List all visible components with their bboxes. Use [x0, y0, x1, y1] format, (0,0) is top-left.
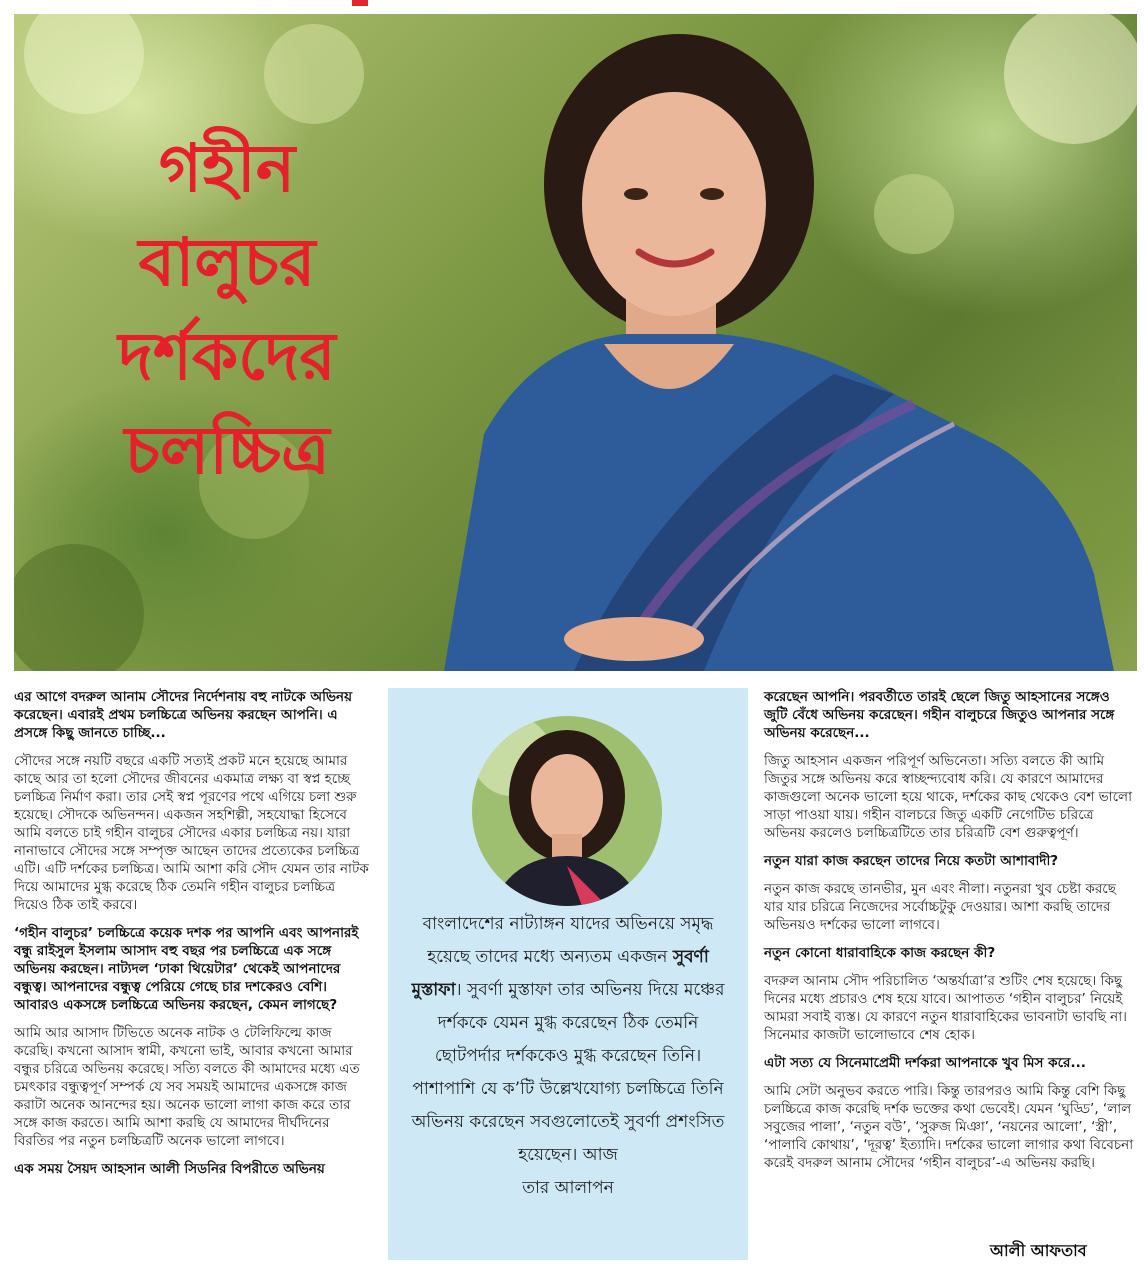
hero-photo	[14, 14, 1137, 671]
question-1: এর আগে বদরুল আনাম সৌদের নির্দেশনায় বহু নাটকে অভিনয় করেছেন। এবারই প্রথম চলচ্চিত্রে অভিনয় করছেন আপনি। এ প্রসঙ্গে কিছু জানতে চাচ্ছি...	[14, 689, 353, 741]
question-5: নতুন কোনো ধারাবাহিকে কাজ করছেন কী?	[764, 945, 996, 961]
answer-6: আমি সেটা অনুভব করতে পারি। কিন্তু তারপরও আমি কিন্তু বেশি কিছু চলচ্চিত্রে কাজ করেছি দর্শক ভক্তের কথা ভেবেই। যেমন ‘ঘুড্ডি’, ‘লাল সবুজের পালা’, ‘নতুন বউ’, ‘সুরুজ মিঞা’, ‘নয়নের আলো’, ‘স্ত্রী’, ‘পালাবি কোথায়’, ‘দূরত্ব’ ইত্যাদি। দর্শকের ভালো লাগার কথা বিবেচনা করেই বদরুল আনাম সৌদের ‘গহীন বালুচর’-এ অভিনয় করছি।	[764, 1083, 1134, 1171]
headline-line-2: দর্শকদের	[118, 318, 336, 395]
question-2: ‘গহীন বালুচর’ চলচ্চিত্রে কয়েক দশক পর আপনি এবং আপনারই বন্ধু রাইসুল ইসলাম আসাদ বহু বছর পর চলচ্চিত্রে এক সঙ্গে অভিনয় করছেন। নাট্যদল ‘ঢাকা থিয়েটার’ থেকেই আপনাদের বন্ধুত্ব। আপনাদের বন্ধুত্ব পেরিয়ে গেছে চার দশকেরও বেশি। আবারও একসঙ্গে চলচ্চিত্রে অভিনয় করছেন, কেমন লাগছে?	[14, 925, 359, 1013]
intro-before: বাংলাদেশের নাট্যাঙ্গন যাদের অভিনয়ে সমৃদ্ধ হয়েছে তাদের মধ্যে অন্যতম একজন	[422, 914, 714, 967]
top-strip	[0, 0, 1146, 14]
avatar-illustration	[472, 716, 662, 906]
question-3-end: করেছেন আপনি। পরবর্তীতে তারই ছেলে জিতু আহসানের সঙ্গেও জুটি বেঁধে অভিনয় করেছেন। গহীন বালুচরে জিতুও আপনার সঙ্গে অভিনয় করেছেন...	[764, 689, 1115, 741]
answer-2: আমি আর আসাদ টিভিতে অনেক নাটক ও টেলিফিল্মে কাজ করেছি। কখনো আসাদ স্বামী, কখনো ভাই, আবার কখনো আমার বন্ধুর চরিত্রে অভিনয় করেছে। সত্যি বলতে কী আমাদের মধ্যে এত চমৎকার বন্ধুত্বপূর্ণ সম্পর্ক যে সব সময়ই আমাদের একসঙ্গে কাজ করাটা অনেক আনন্দের হয়। অনেক ভালো লাগা কাজ করে তার সঙ্গে কাজ করতে। আমি আশা করছি যে আমাদের দীর্ঘদিনের বিরতির পর নতুন চলচ্চিত্রটি অনেক ভালো লাগবে।	[14, 1025, 360, 1149]
answer-1: সৌদের সঙ্গে নয়টি বছরে একটি সত্যই প্রকট মনে হয়েছে আমার কাছে আর তা হলো সৌদের জীবনের একমাত্র লক্ষ্য বা স্বপ্ন হচ্ছে চলচ্চিত্র নির্মাণ করা। তার সেই স্বপ্ন পূরণের পথে এগিয়ে চলা শুরু হয়েছে। সৌদকে অভিনন্দন। একজন সহশিল্পী, সহযোদ্ধা হিসেবে আমি বলতে চাই গহীন বালুচর সৌদের একার চলচ্চিত্র নয়। যারা নানাভাবে সৌদের সঙ্গে সম্পৃক্ত আছেন তাদের প্রত্যেকের চলচ্চিত্র এটি। এটি দর্শকের চলচ্চিত্র। আমি আশা করি সৌদ যেমন তার নাটক দিয়ে আমাদের মুগ্ধ করেছে ঠিক তেমনি গহীন বালুচর চলচ্চিত্র দিয়েও ঠিক তাই করবে।	[14, 753, 369, 913]
question-3-start: এক সময় সৈয়দ আহসান আলী সিডনির বিপরীতে অভিনয়	[14, 1161, 325, 1177]
intro-box	[388, 688, 748, 1260]
author-byline: আলী আফতাব	[990, 1241, 1087, 1260]
headline	[62, 122, 392, 498]
intro-after: । সুবর্ণা মুস্তাফা তার অভিনয় দিয়ে মঞ্চের দর্শককে যেমন মুগ্ধ করেছেন ঠিক তেমনি ছোটপর্দার দর্শককেও মুগ্ধ করেছেন তিনি। পাশাপাশি যে ক’টি উল্লেখযোগ্য চলচ্চিত্রে তিনি অভিনয় করেছেন সবগুলোতেই সুবর্ণা প্রশংসিত হয়েছেন। আজ	[411, 980, 725, 1165]
answer-4: নতুন কাজ করছে তানভীর, মুন এবং নীলা। নতুনরা খুব চেষ্টা করছে যার যার চরিত্রে নিজেদের সর্বোচ্চটুকু দেওয়ার। আশা করছি তাদের অভিনয়ও দর্শকের ভালো লাগবে।	[764, 881, 1116, 933]
avatar-photo	[472, 716, 662, 906]
intro-end: তার আলাপন	[522, 1178, 614, 1198]
intro-text	[406, 908, 730, 1205]
answer-3: জিতু আহসান একজন পরিপূর্ণ অভিনেতা। সত্যি বলতে কী আমি জিতুর সঙ্গে অভিনয় করে স্বাচ্ছন্দ্যবোধ করি। যে কারণে আমাদের কাজগুলো অনেক ভালো হয়ে থাকে, দর্শকের কাছ থেকেও বেশ ভালো সাড়া পাওয়া যায়। গহীন বালচরে জিতু একটি নেগেটিভ চরিত্রে অভিনয় করলেও চলচ্চিত্রটিতে তার চরিত্রটি বেশ গুরুত্বপূর্ণ।	[764, 753, 1133, 841]
question-4: নতুন যারা কাজ করছেন তাদের নিয়ে কতটা আশাবাদী?	[764, 853, 1059, 869]
headline-line-3: চলচ্চিত্র	[124, 412, 330, 489]
section-marker	[352, 0, 368, 6]
question-6: এটা সত্য যে সিনেমাপ্রেমী দর্শকরা আপনাকে খুব মিস করে...	[764, 1055, 1086, 1071]
answer-5: বদরুল আনাম সৌদ পরিচালিত ‘অন্তর্যাত্রা’র শুটিং শেষ হয়েছে। কিছু দিনের মধ্যে প্রচারও শেষ হয়ে যাবে। আপাতত ‘গহীন বালুচর’ নিয়েই আমরা সবাই ব্যস্ত। যে কারণে নতুন ধারাবাহিকের ভাবনাটা ভাবছি না। সিনেমার কাজটা ভালোভাবে শেষ হোক।	[764, 973, 1127, 1043]
article-column-left	[14, 688, 370, 1188]
article-column-right	[764, 688, 1136, 1182]
headline-line-1: গহীন বালুচর	[138, 130, 316, 301]
featured-name: সুবর্ণা মুস্তাফা	[411, 947, 709, 1000]
